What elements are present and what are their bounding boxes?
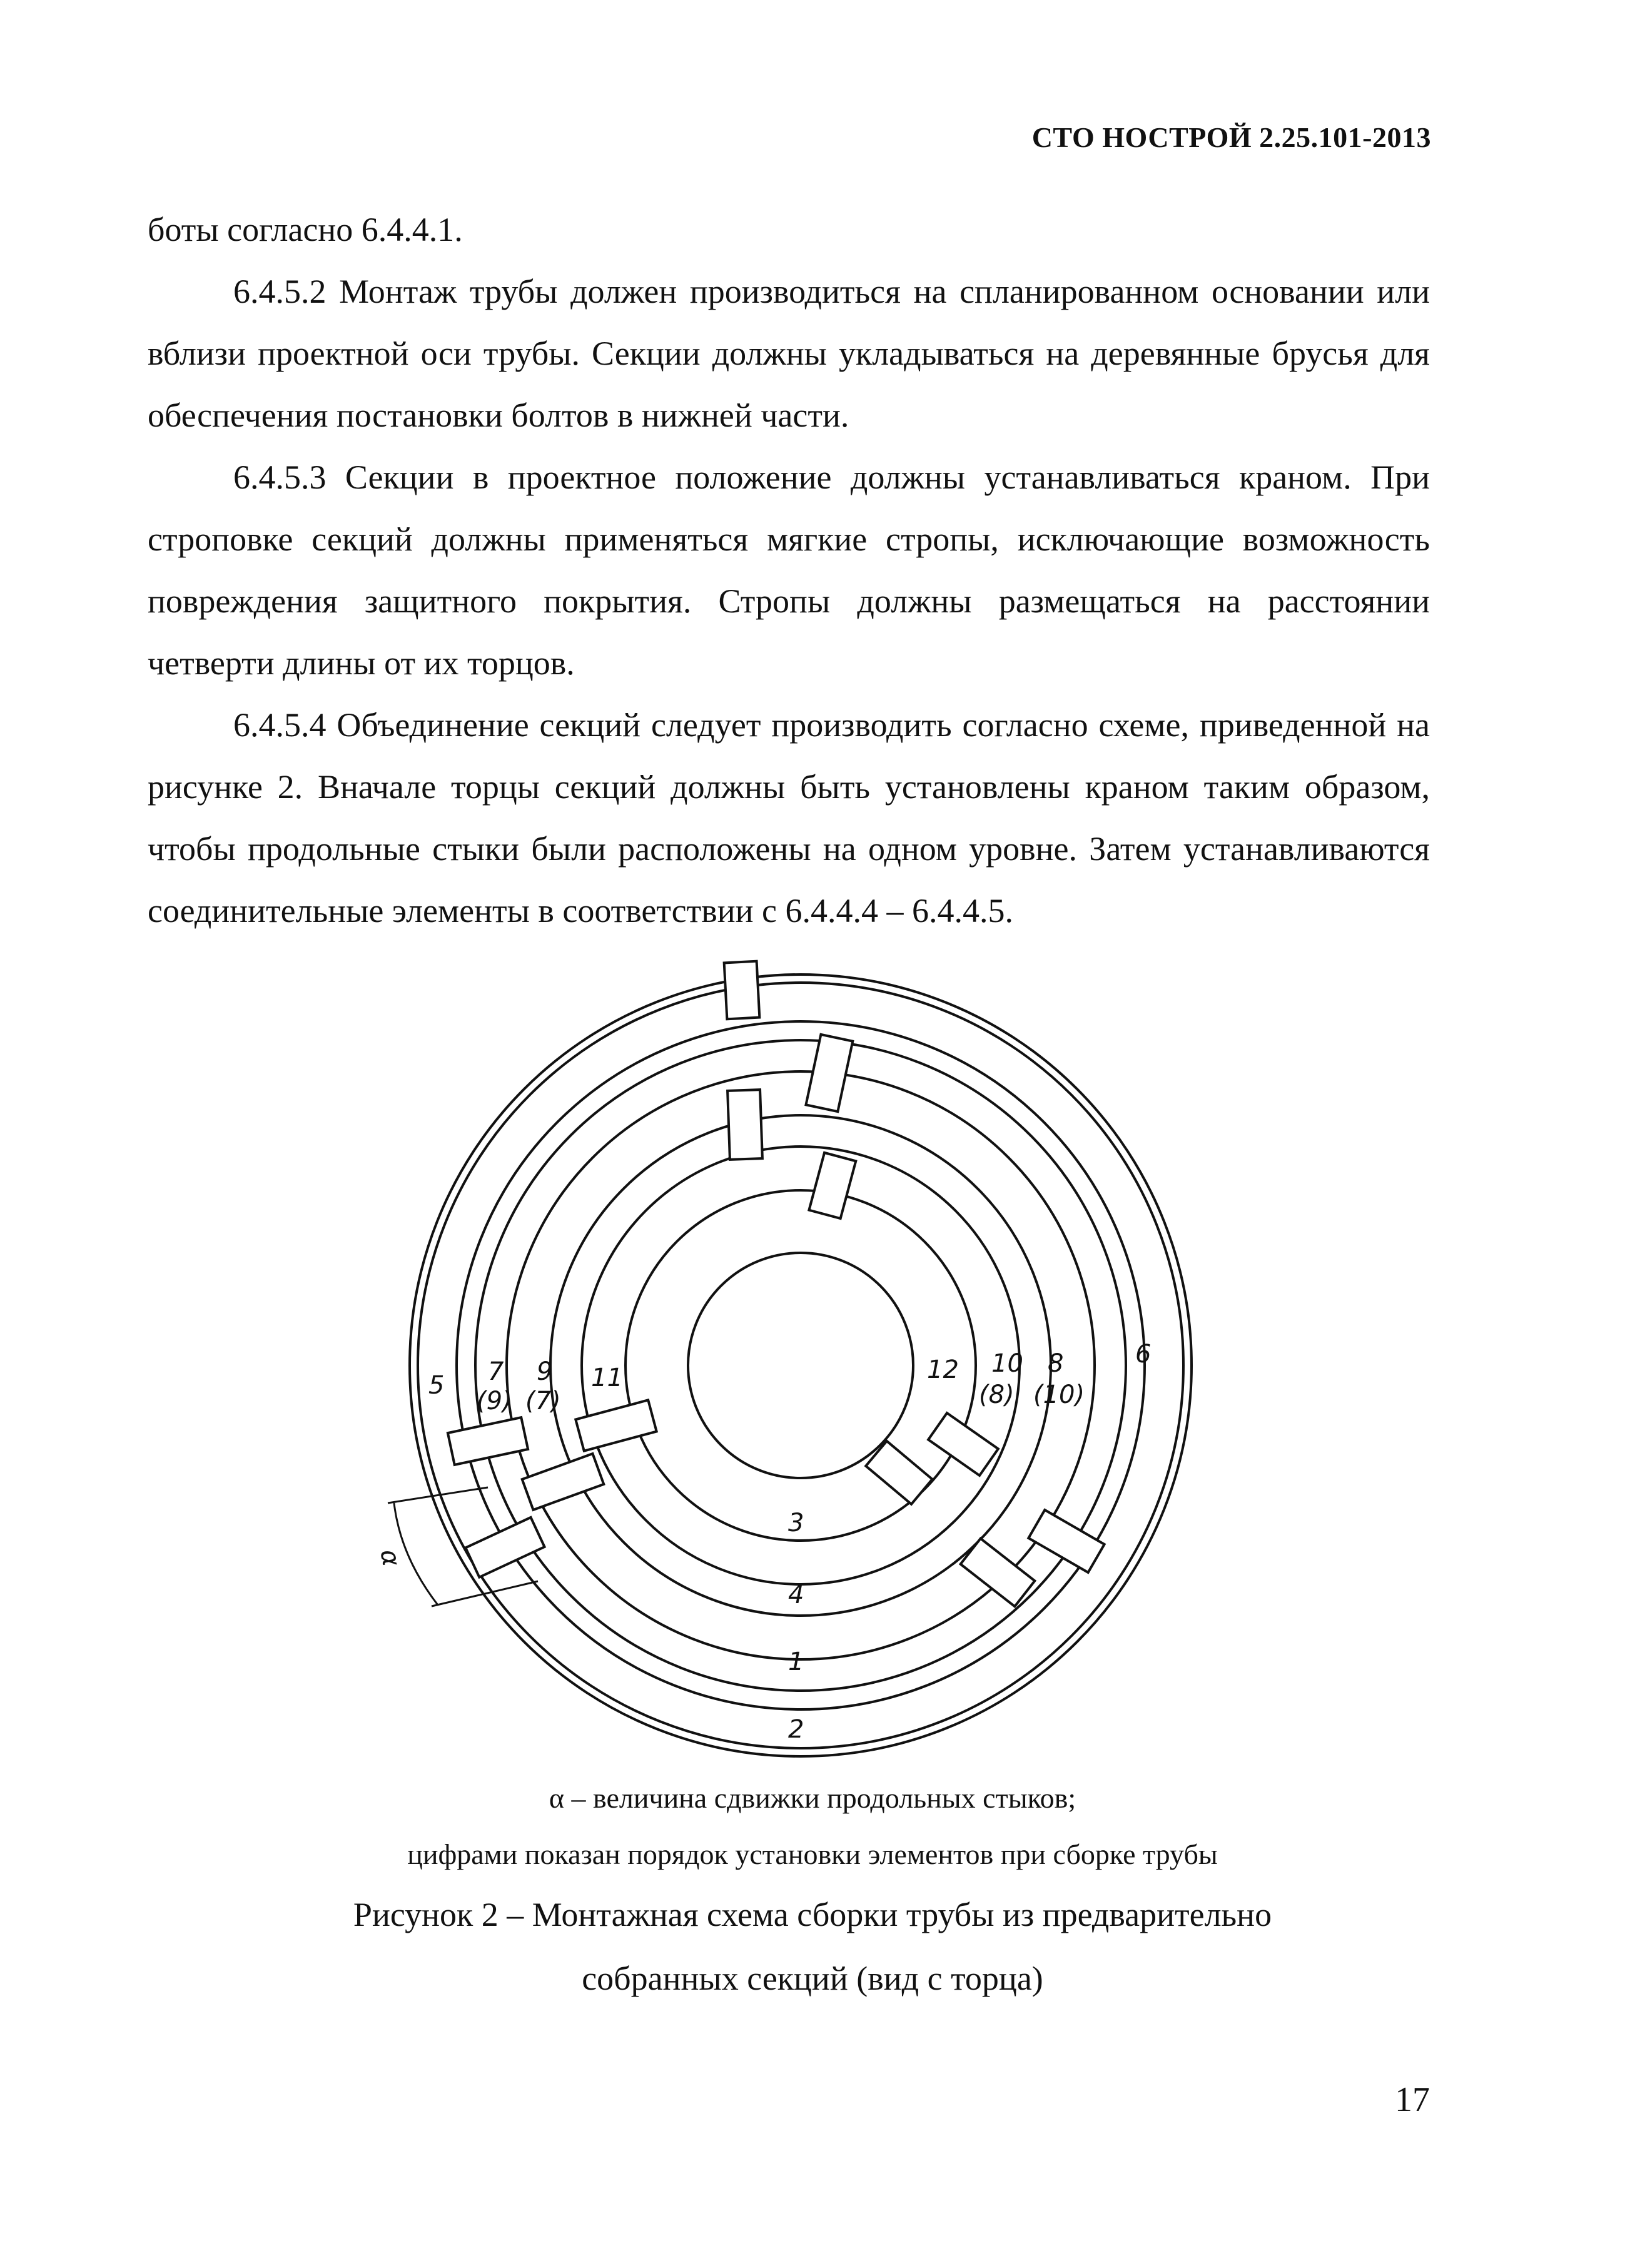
joint-top-2 xyxy=(806,1035,853,1111)
joint-top-3 xyxy=(727,1090,762,1160)
label-7: 7 xyxy=(488,1357,504,1386)
pipe-assembly-diagram xyxy=(338,943,1263,1806)
label-10: 10 xyxy=(991,1349,1023,1378)
ring-outer-2 xyxy=(418,983,1183,1748)
document-header: СТО НОСТРОЙ 2.25.101-2013 xyxy=(1031,121,1431,153)
joint-right-4 xyxy=(1028,1510,1104,1572)
label-1: 1 xyxy=(788,1648,804,1676)
diagram-svg xyxy=(338,943,1263,1806)
caption-order: цифрами показан порядок установки элементов при сборке трубы xyxy=(407,1838,1218,1870)
paragraph-continuation: боты согласно 6.4.4.1. xyxy=(148,211,463,248)
body-text xyxy=(148,199,1430,942)
joint-left-3 xyxy=(465,1517,544,1577)
figure-title-line-2: собранных секций (вид с торца) xyxy=(582,1960,1043,1997)
joint-right-2 xyxy=(928,1413,998,1476)
caption-note: α – величина сдвижки продольных стыков; xyxy=(549,1782,1076,1814)
label-3: 3 xyxy=(788,1509,804,1537)
label-9: 9 xyxy=(537,1357,553,1386)
ring-3-inner xyxy=(688,1253,913,1478)
paragraph-6-4-5-2: 6.4.5.2 Монтаж трубы должен производиться на спланированном основании или вблизи проектной оси трубы. Секции должны укладываться на деревянные брусья для обеспечения постановки болтов в нижней части. xyxy=(148,273,1430,434)
label-8-alt: (10) xyxy=(1033,1380,1085,1409)
joint-top-1 xyxy=(724,961,760,1020)
joint-left-4 xyxy=(448,1417,528,1465)
ring-outer-1 xyxy=(410,975,1192,1756)
label-10-alt: (8) xyxy=(979,1380,1015,1409)
label-12: 12 xyxy=(927,1355,959,1384)
label-5: 5 xyxy=(428,1371,445,1400)
label-alpha: α xyxy=(374,1547,406,1569)
paragraph-6-4-5-4: 6.4.5.4 Объединение секций следует производить согласно схеме, приведенной на рисунке 2. Вначале торцы секций должны быть установлены краном таким образом, чтобы продольные стыки были расположены на одном уровне. Затем устанавливаются соединительные элементы в соответствии с 6.4.4.4 – 6.4.4.5. xyxy=(148,706,1430,929)
label-4: 4 xyxy=(788,1581,804,1609)
label-8: 8 xyxy=(1048,1349,1064,1378)
label-6: 6 xyxy=(1135,1340,1152,1369)
label-7-alt: (9) xyxy=(477,1387,512,1415)
page-number: 17 xyxy=(1395,2080,1430,2119)
label-9-alt: (7) xyxy=(525,1387,561,1415)
label-2: 2 xyxy=(788,1715,804,1744)
joint-top-4 xyxy=(809,1153,856,1218)
joint-right-3 xyxy=(961,1539,1035,1607)
paragraph-6-4-5-3: 6.4.5.3 Секции в проектное положение должны устанавливаться краном. При строповке секций должны применяться мягкие стропы, исключающие возможность повреждения защитного покрытия. Стропы должны размещаться на расстоянии четверти длины от их торцов. xyxy=(148,458,1430,682)
label-11: 11 xyxy=(591,1364,623,1392)
figure-title-line-1: Рисунок 2 – Монтажная схема сборки трубы из предварительно xyxy=(353,1896,1272,1933)
